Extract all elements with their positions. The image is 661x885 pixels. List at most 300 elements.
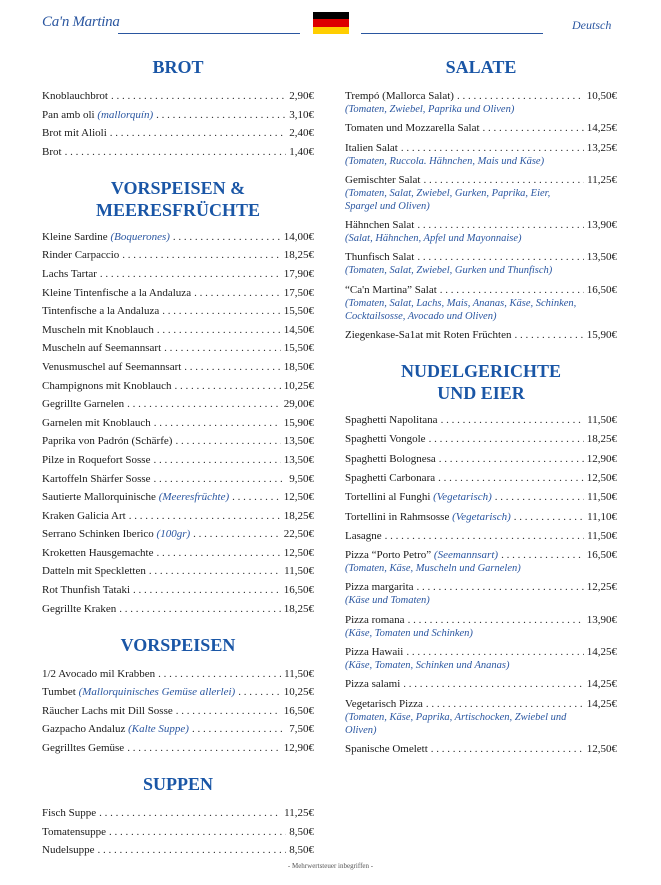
- menu-item-name: Tomaten und Mozzarella Salat: [345, 122, 480, 135]
- menu-item-name: Italien Salat: [345, 141, 398, 154]
- dot-leader: [109, 826, 286, 839]
- menu-item-name: Tintenfische a la Andaluza: [42, 305, 160, 318]
- menu-item-price: 16,50€: [586, 549, 617, 562]
- menu-item-row: [42, 807, 314, 820]
- menu-item-row: [345, 414, 617, 427]
- menu-item-name: Tumbet (Mallorquinisches Gemüse allerlei): [42, 686, 236, 699]
- menu-item-name: Datteln mit Speckletten: [42, 565, 146, 578]
- logo: Ca'n Martina: [42, 14, 120, 30]
- menu-item: [42, 231, 314, 244]
- menu-item-row: [345, 678, 617, 691]
- dot-leader: [153, 454, 280, 467]
- menu-item: [345, 581, 617, 607]
- menu-item: [345, 142, 617, 168]
- menu-item-list: [345, 90, 617, 342]
- menu-item-name: Spaghetti Vongole: [345, 433, 426, 446]
- header-rule-left: [118, 33, 300, 34]
- menu-item-name: Muscheln auf Seemannsart: [42, 342, 162, 355]
- dot-leader: [158, 668, 281, 681]
- menu-item: [42, 668, 314, 681]
- menu-item-row: [42, 826, 314, 839]
- menu-item: [42, 305, 314, 318]
- menu-item-price: 12,50€: [283, 491, 314, 504]
- menu-item: [42, 742, 314, 755]
- menu-item-price: 17,50€: [283, 286, 314, 299]
- menu-item-row: [345, 433, 617, 446]
- menu-item-price: 9,50€: [289, 472, 314, 485]
- menu-item: [345, 743, 617, 756]
- menu-item: [345, 491, 617, 504]
- menu-item-row: [42, 417, 314, 430]
- menu-item: [42, 584, 314, 597]
- dot-leader: [119, 603, 281, 616]
- menu-item-row: [42, 603, 314, 616]
- dot-leader: [99, 807, 281, 820]
- dot-leader: [385, 530, 585, 543]
- menu-item-row: [345, 251, 617, 264]
- dot-leader: [426, 698, 584, 711]
- menu-item-description: (Tomaten, Käse, Muscheln und Garnelen): [345, 563, 521, 575]
- menu-item-name: Pilze in Roquefort Sosse: [42, 453, 151, 466]
- menu-item-name: Nudelsuppe: [42, 844, 95, 857]
- menu-item: [42, 249, 314, 262]
- dot-leader: [438, 472, 584, 485]
- menu-item-row: [345, 453, 617, 466]
- menu-item-row: [42, 668, 314, 681]
- dot-leader: [129, 510, 281, 523]
- dot-leader: [154, 417, 281, 430]
- menu-item: [42, 146, 314, 159]
- menu-item-name: Spaghetti Bolognesa: [345, 452, 436, 465]
- menu-item-name: Ziegenkase-Sa1at mit Roten Früchten: [345, 329, 512, 342]
- menu-item-price: 11,50€: [587, 414, 617, 427]
- menu-item-price: 13,50€: [586, 251, 617, 264]
- dot-leader: [192, 723, 286, 736]
- menu-item: [42, 324, 314, 337]
- menu-item: [42, 127, 314, 140]
- menu-item-name: Pizza salami: [345, 678, 401, 691]
- menu-item-row: [42, 109, 314, 122]
- menu-item-note: (Vegetarisch): [452, 510, 511, 523]
- section-title-line: MEERESFRÜCHTE: [95, 199, 261, 220]
- dot-leader: [173, 231, 281, 244]
- menu-item-row: [42, 342, 314, 355]
- menu-item-description: (Tomaten, Käse, Paprika, Artischocken, Zwiebel und Oliven): [345, 711, 567, 736]
- menu-item-name: Vegetarisch Pizza: [345, 697, 423, 710]
- menu-item-price: 14,50€: [283, 323, 314, 336]
- menu-item-price: 11,50€: [587, 491, 617, 504]
- menu-item-price: 11,50€: [284, 565, 314, 578]
- menu-item: [42, 510, 314, 523]
- dot-leader: [408, 614, 584, 627]
- header-rule-right: [361, 33, 543, 34]
- menu-item-row: [345, 743, 617, 756]
- menu-item: [345, 698, 617, 737]
- menu-item: [42, 826, 314, 839]
- menu-item: [345, 414, 617, 427]
- menu-item-price: 15,50€: [283, 305, 314, 318]
- menu-item-row: [345, 329, 617, 342]
- menu-item-row: [42, 473, 314, 486]
- menu-item-name: Knoblauchbrot: [42, 90, 108, 102]
- menu-item-row: [345, 511, 617, 524]
- dot-leader: [184, 361, 280, 374]
- dot-leader: [514, 511, 584, 524]
- menu-item-price: 12,90€: [283, 742, 314, 755]
- dot-leader: [417, 581, 584, 594]
- menu-item-row: [42, 361, 314, 374]
- menu-item-name: Kartoffeln Shärfer Sosse: [42, 472, 151, 485]
- german-flag-icon: [313, 12, 349, 34]
- menu-item-name: Pizza margarita: [345, 581, 414, 594]
- menu-item-price: 11,50€: [587, 529, 617, 542]
- menu-item-price: 29,00€: [283, 398, 314, 411]
- page-header: [0, 0, 661, 46]
- dot-leader: [149, 565, 281, 578]
- menu-item-row: [42, 380, 314, 393]
- menu-item-price: 2,40€: [289, 127, 314, 140]
- menu-item: [42, 398, 314, 411]
- left-column: [42, 56, 314, 857]
- dot-leader: [232, 491, 281, 504]
- menu-item-row: [42, 268, 314, 281]
- menu-item-price: 18,25€: [586, 433, 617, 446]
- menu-item-price: 18,25€: [283, 249, 314, 262]
- menu-item-row: [42, 305, 314, 318]
- menu-item-price: 12,50€: [283, 546, 314, 559]
- menu-item-price: 15,90€: [283, 416, 314, 429]
- menu-item-price: 16,50€: [283, 584, 314, 597]
- menu-item: [345, 284, 617, 323]
- menu-item-name: Gazpacho Andaluz (Kalte Suppe): [42, 723, 189, 736]
- menu-item-price: 13,90€: [586, 219, 617, 232]
- menu-item-row: [42, 491, 314, 504]
- dot-leader: [495, 491, 584, 504]
- dot-leader: [110, 127, 286, 140]
- menu-item-name: Gegrillte Kraken: [42, 602, 117, 615]
- section-title: VORSPEISEN: [120, 634, 236, 655]
- menu-item: [345, 174, 617, 213]
- menu-item-price: 16,50€: [283, 704, 314, 717]
- menu-item: [42, 547, 314, 560]
- menu-item-name: Kraken Galicia Art: [42, 509, 126, 522]
- menu-item-name: “Ca'n Martina” Salat: [345, 283, 437, 296]
- menu-item: [42, 686, 314, 699]
- menu-item-note: (Vegetarisch): [433, 491, 492, 504]
- menu-item-row: [42, 90, 314, 103]
- menu-item-name: Gemischter Salat: [345, 173, 421, 186]
- menu-item-name: Spaghetti Napolitana: [345, 414, 438, 427]
- menu-item-name: Tortellini al Funghi (Vegetarisch): [345, 491, 492, 504]
- section-title: [42, 177, 314, 221]
- menu-item-note: (Boquerones): [110, 230, 170, 243]
- dot-leader: [417, 219, 583, 232]
- menu-item-description: (Tomaten, Salat, Zwiebel, Gurken, Paprika, Eier, Spargel und Oliven): [345, 187, 551, 212]
- menu-item-row: [42, 584, 314, 597]
- dot-leader: [423, 174, 584, 187]
- dot-leader: [238, 686, 281, 699]
- menu-item-note: (Meeresfrüchte): [158, 491, 230, 504]
- menu-item-name: Gegrilltes Gemüse: [42, 742, 125, 755]
- menu-item-price: 11,25€: [284, 807, 314, 820]
- menu-item-row: [42, 146, 314, 159]
- menu-item-list: [42, 807, 314, 857]
- menu-item-description: (Tomaten, Salat, Lachs, Mais, Ananas, Käse, Schinken, Cocktailsosse, Avocado und Oliven): [345, 297, 577, 322]
- menu-item-price: 16,50€: [586, 283, 617, 296]
- menu-item: [42, 723, 314, 736]
- menu-item-price: 22,50€: [283, 528, 314, 541]
- dot-leader: [164, 342, 281, 355]
- menu-item: [345, 646, 617, 672]
- menu-item: [42, 603, 314, 616]
- menu-item-note: (mallorquín): [97, 108, 154, 121]
- menu-item-price: 18,25€: [283, 509, 314, 522]
- menu-item-description: (Salat, Hähnchen, Apfel und Mayonnaise): [345, 233, 522, 245]
- menu-item-name: Hähnchen Salat: [345, 219, 415, 232]
- menu-item: [345, 530, 617, 543]
- menu-section: [345, 56, 617, 342]
- menu-item-row: [42, 324, 314, 337]
- dot-leader: [406, 646, 583, 659]
- dot-leader: [156, 547, 280, 560]
- dot-leader: [403, 678, 583, 691]
- menu-item-note: (Kalte Suppe): [128, 723, 189, 736]
- dot-leader: [100, 268, 281, 281]
- menu-item-row: [345, 530, 617, 543]
- menu-item-name: Spaghetti Carbonara: [345, 471, 436, 484]
- dot-leader: [176, 705, 281, 718]
- right-column: [345, 56, 617, 756]
- menu-item-price: 2,90€: [289, 90, 314, 102]
- dot-leader: [122, 249, 280, 262]
- menu-item-row: [42, 528, 314, 541]
- dot-leader: [429, 433, 584, 446]
- menu-item-name: Pan amb oli (mallorquín): [42, 108, 154, 121]
- dot-leader: [440, 284, 584, 297]
- menu-item-row: [42, 454, 314, 467]
- menu-item: [42, 417, 314, 430]
- menu-item-description: (Käse und Tomaten): [345, 595, 430, 607]
- menu-item-price: 12,50€: [586, 742, 617, 755]
- dot-leader: [154, 473, 287, 486]
- section-title-line: VORSPEISEN &: [110, 177, 246, 198]
- menu-item: [42, 454, 314, 467]
- menu-item-price: 12,50€: [586, 471, 617, 484]
- menu-section: [345, 360, 617, 756]
- menu-item-row: [42, 398, 314, 411]
- menu-section: [42, 634, 314, 755]
- menu-item-price: 10,25€: [283, 379, 314, 392]
- menu-item-name: Champignons mit Knoblauch: [42, 379, 172, 392]
- dot-leader: [194, 287, 281, 300]
- menu-item: [42, 844, 314, 857]
- menu-item: [42, 807, 314, 820]
- dot-leader: [133, 584, 281, 597]
- menu-item: [42, 435, 314, 448]
- menu-item-row: [42, 231, 314, 244]
- menu-item-name: Brot: [42, 145, 62, 158]
- menu-item: [42, 342, 314, 355]
- menu-item-note: (Seemannsart): [433, 549, 499, 562]
- menu-item-price: 13,25€: [586, 141, 617, 154]
- menu-item-row: [345, 646, 617, 659]
- section-title: [345, 360, 617, 404]
- menu-item-price: 10,25€: [283, 686, 314, 699]
- menu-item-row: [42, 510, 314, 523]
- menu-item-name: Lachs Tartar: [42, 267, 97, 280]
- menu-item-name: Tomatensuppe: [42, 825, 106, 838]
- menu-item-row: [345, 142, 617, 155]
- menu-item-name: Thunfisch Salat: [345, 251, 415, 264]
- menu-item-name: Paprika von Padrón (Schärfe): [42, 435, 173, 448]
- dot-leader: [431, 743, 584, 756]
- menu-item-name: 1/2 Avocado mil Krabben: [42, 667, 156, 680]
- menu-item-list: [42, 668, 314, 755]
- menu-item-name: Kleine Sardine (Boquerones): [42, 230, 170, 243]
- menu-item-name: Kleine Tintenfische a la Andaluza: [42, 286, 192, 299]
- menu-item: [42, 90, 314, 103]
- menu-section: [42, 56, 314, 159]
- menu-item-row: [42, 127, 314, 140]
- menu-item: [42, 361, 314, 374]
- menu-item-name: Garnelen mit Knoblauch: [42, 416, 151, 429]
- menu-item-name: Rinder Carpaccio: [42, 249, 120, 262]
- menu-item-price: 11,10€: [587, 510, 617, 523]
- menu-item-price: 14,25€: [586, 678, 617, 691]
- menu-item-row: [42, 287, 314, 300]
- menu-item-row: [345, 122, 617, 135]
- menu-item-name: Rot Thunfish Tataki: [42, 584, 131, 597]
- menu-item-list: [345, 414, 617, 756]
- menu-item-row: [345, 284, 617, 297]
- menu-item-row: [345, 174, 617, 187]
- section-title: SUPPEN: [142, 774, 213, 795]
- dot-leader: [111, 90, 286, 103]
- dot-leader: [457, 90, 584, 103]
- menu-item-price: 8,50€: [289, 825, 314, 838]
- dot-leader: [162, 305, 281, 318]
- section-title: BROT: [152, 57, 204, 77]
- menu-item-price: 12,25€: [586, 581, 617, 594]
- dot-leader: [65, 146, 287, 159]
- menu-item-name: Tortellini in Rahmsosse (Vegetarisch): [345, 510, 511, 523]
- menu-item: [345, 219, 617, 245]
- menu-item-row: [42, 686, 314, 699]
- dot-leader: [156, 109, 286, 122]
- menu-item-name: Pizza “Porto Petro” (Seemannsart): [345, 549, 499, 562]
- section-title: SALATE: [445, 57, 517, 77]
- menu-item-price: 18,50€: [283, 360, 314, 373]
- menu-item-name: Serrano Schinken Iberico (100gr): [42, 528, 191, 541]
- menu-section: [42, 177, 314, 616]
- menu-item: [42, 565, 314, 578]
- menu-item-price: 14,00€: [283, 230, 314, 243]
- menu-item-description: (Tomaten, Ruccola. Hähnchen, Mais und Käse): [345, 155, 545, 167]
- menu-item-name: Muscheln mit Knoblauch: [42, 323, 154, 336]
- menu-item-price: 13,50€: [283, 435, 314, 448]
- menu-item: [42, 109, 314, 122]
- dot-leader: [514, 329, 583, 342]
- menu-item-note: (Mallorquinisches Gemüse allerlei): [78, 686, 236, 699]
- menu-section: [42, 773, 314, 857]
- menu-item-row: [42, 705, 314, 718]
- menu-item-price: 14,25€: [586, 122, 617, 135]
- menu-item-row: [42, 742, 314, 755]
- menu-item: [345, 511, 617, 524]
- menu-item: [42, 491, 314, 504]
- menu-item-price: 1,40€: [289, 145, 314, 158]
- menu-item: [345, 122, 617, 135]
- menu-item-row: [345, 219, 617, 232]
- menu-item-price: 14,25€: [586, 697, 617, 710]
- menu-item: [345, 90, 617, 116]
- dot-leader: [417, 251, 583, 264]
- menu-item-price: 10,50€: [586, 90, 617, 102]
- menu-item-name: Gegrillte Garnelen: [42, 398, 125, 411]
- menu-item-row: [345, 698, 617, 711]
- menu-item-row: [42, 723, 314, 736]
- menu-item: [42, 268, 314, 281]
- dot-leader: [175, 380, 281, 393]
- menu-item-row: [345, 549, 617, 562]
- menu-item: [345, 549, 617, 575]
- menu-item: [42, 473, 314, 486]
- menu-item-row: [345, 90, 617, 103]
- menu-item: [345, 453, 617, 466]
- menu-item-price: 7,50€: [289, 723, 314, 736]
- section-title-line: NUDELGERICHTE: [400, 361, 562, 382]
- section-title-line: UND EIER: [437, 383, 525, 404]
- dot-leader: [193, 528, 281, 541]
- menu-item-description: (Käse, Tomaten, Schinken und Ananas): [345, 660, 510, 672]
- menu-item-list: [42, 231, 314, 616]
- dot-leader: [483, 122, 584, 135]
- menu-item: [42, 528, 314, 541]
- dot-leader: [127, 398, 281, 411]
- menu-item: [345, 614, 617, 640]
- menu-item: [345, 472, 617, 485]
- menu-item-row: [42, 844, 314, 857]
- menu-item-name: Brot mit Alioli: [42, 127, 107, 140]
- menu-item-list: [42, 90, 314, 159]
- menu-item-price: 15,90€: [586, 329, 617, 342]
- menu-item-name: Pizza Hawaii: [345, 646, 404, 659]
- menu-item-row: [42, 565, 314, 578]
- menu-item-name: Spanische Omelett: [345, 742, 428, 755]
- menu-item-row: [42, 435, 314, 448]
- dot-leader: [127, 742, 281, 755]
- dot-leader: [441, 414, 585, 427]
- dot-leader: [175, 435, 280, 448]
- menu-item-note: (100gr): [156, 528, 191, 541]
- menu-item-row: [345, 491, 617, 504]
- menu-item: [42, 705, 314, 718]
- menu-item-price: 11,25€: [587, 173, 617, 186]
- menu-item-row: [345, 581, 617, 594]
- menu-item-price: 3,10€: [289, 108, 314, 121]
- menu-item-name: Trempó (Mallorca Salat): [345, 90, 454, 102]
- menu-item-price: 12,90€: [586, 452, 617, 465]
- menu-item: [345, 678, 617, 691]
- dot-leader: [98, 844, 287, 857]
- menu-item-name: Räucher Lachs mit Dill Sosse: [42, 704, 173, 717]
- menu-item-price: 13,50€: [283, 453, 314, 466]
- menu-item: [42, 380, 314, 393]
- menu-item-name: Pizza romana: [345, 613, 405, 626]
- menu-item-name: Kroketten Hausgemachte: [42, 546, 154, 559]
- tax-note: - Mehrwertsteuer inbegriffen -: [287, 862, 374, 870]
- language-label: Deutsch: [572, 18, 612, 32]
